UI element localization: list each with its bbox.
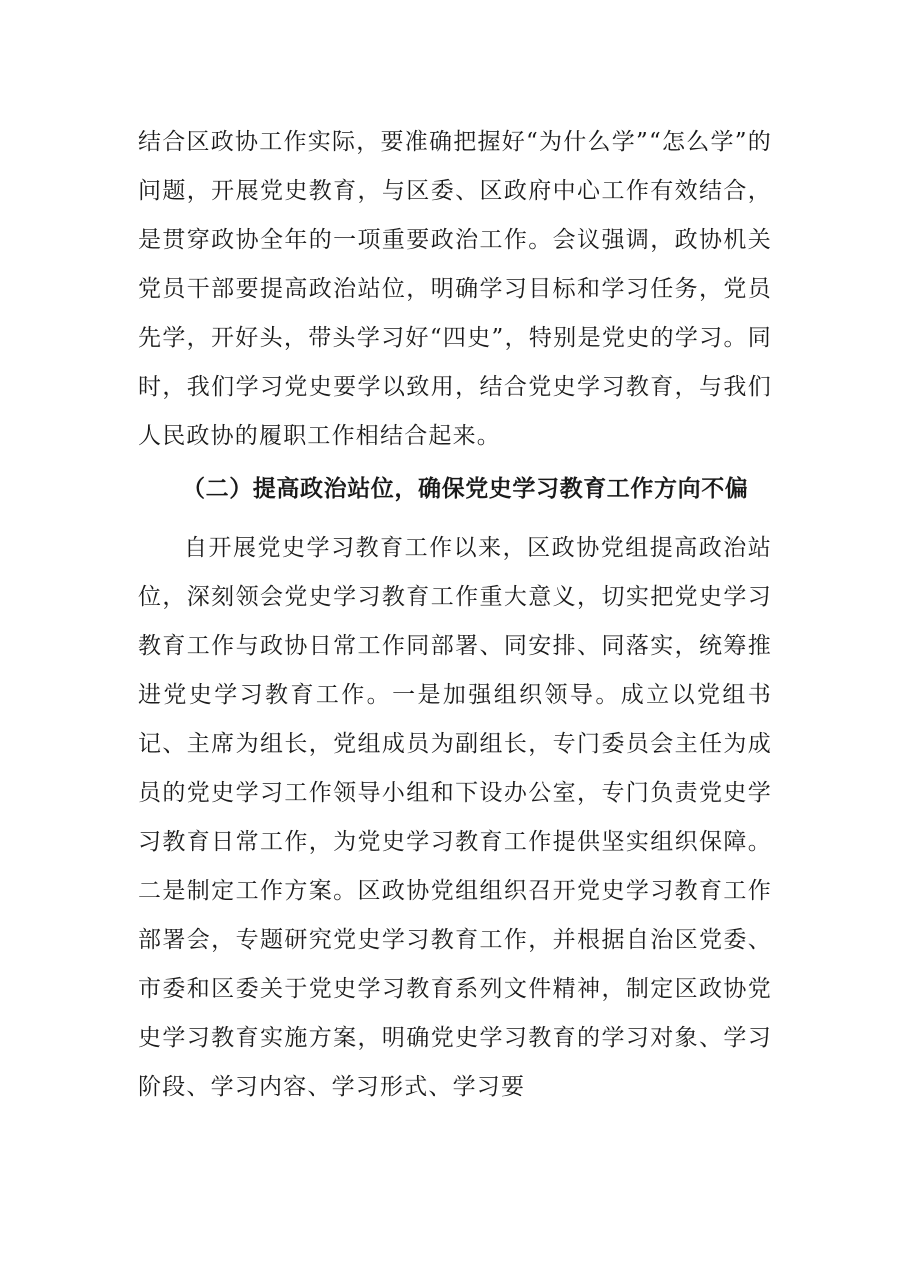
body-paragraph-2: 自开展党史学习教育工作以来，区政协党组提高政治站位，深刻领会党史学习教育工作重大意义，切实把党史学习教育工作与政协日常工作同部署、同安排、同落实，统筹推进党史学习教育工作。一是加强组织领导。成立以党组书记、主席为组长，党组成员为副组长，专门委员会主任为成员的党史学习工作领导小组和下设办公室，专门负责党史学习教育日常工作，为党史学习教育工作提供坚实组织保障。二是制定工作方案。区政协党组组织召开党史学习教育工作部署会，专题研究党史学习教育工作，并根据自治区党委、市委和区委关于党史学习教育系列文件精神，制定区政协党史学习教育实施方案，明确党史学习教育的学习对象、学习阶段、学习内容、学习形式、学习要 xyxy=(138,535,772,1100)
section-heading: （二）提高政治站位，确保党史学习教育工作方向不偏 xyxy=(182,476,749,502)
body-paragraph-1: 结合区政协工作实际，要准确把握好“为什么学”“怎么学”的问题，开展党史教育，与区委、区政府中心工作有效结合，是贯穿政协全年的一项重要政治工作。会议强调，政协机关党员干部要提高政治站位，明确学习目标和学习任务，党员先学，开好头，带头学习好“四史”，特别是党史的学习。同时，我们学习党史要学以致用，结合党史学习教育，与我们人民政协的履职工作相结合起来。 xyxy=(138,129,772,449)
